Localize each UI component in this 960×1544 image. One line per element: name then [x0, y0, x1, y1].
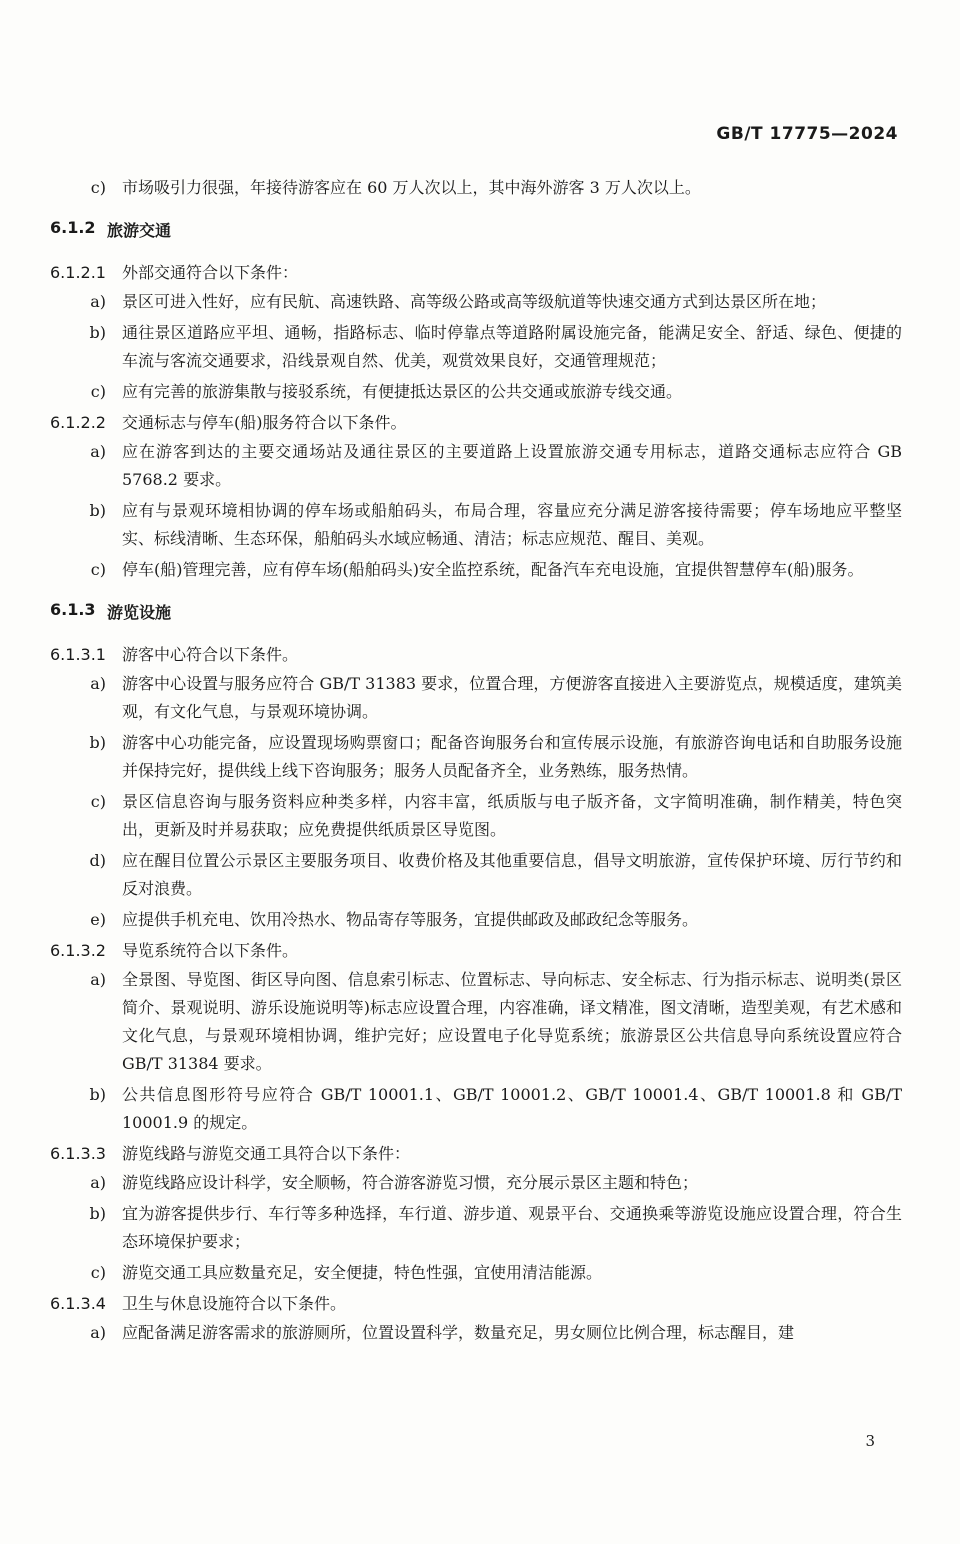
clause-number: 6.1.3.2 — [50, 941, 106, 960]
item-text: 游览线路应设计科学，安全顺畅，符合游客游览习惯，充分展示景区主题和特色； — [122, 1173, 699, 1192]
clause-text: 外部交通符合以下条件： — [122, 263, 299, 282]
item-marker: a) — [90, 442, 106, 461]
list-item — [50, 378, 902, 406]
clause-number: 6.1.3.1 — [50, 645, 106, 664]
item-text: 游客中心设置与服务应符合 GB/T 31383 要求，位置合理，方便游客直接进入主要游览点，规模适度，建筑美观，有文化气息，与景观环境协调。 — [122, 674, 902, 721]
item-text: 市场吸引力很强，年接待游客应在 60 万人次以上，其中海外游客 3 万人次以上。 — [122, 178, 701, 197]
item-text: 应提供手机充电、饮用冷热水、物品寄存等服务，宜提供邮政及邮政纪念等服务。 — [122, 910, 699, 929]
section-number: 6.1.2 — [50, 218, 96, 237]
list-item — [50, 1259, 902, 1287]
item-marker: c) — [90, 560, 106, 579]
list-item — [50, 1081, 902, 1137]
list-item — [50, 497, 902, 553]
item-text: 应配备满足游客需求的旅游厕所，位置设置科学，数量充足，男女厕位比例合理，标志醒目，建 — [122, 1323, 795, 1342]
clause-number: 6.1.2.2 — [50, 413, 106, 432]
item-marker: b) — [89, 1085, 106, 1104]
clause-text: 游览线路与游览交通工具符合以下条件： — [122, 1144, 411, 1163]
section-heading-6-1-2 — [50, 218, 902, 241]
clause-text: 卫生与休息设施符合以下条件。 — [122, 1294, 347, 1313]
item-text: 应有完善的旅游集散与接驳系统，有便捷抵达景区的公共交通或旅游专线交通。 — [122, 382, 683, 401]
list-item — [50, 966, 902, 1078]
list-item — [50, 788, 902, 844]
list-item — [50, 288, 902, 316]
section-number: 6.1.3 — [50, 600, 96, 619]
clause-6-1-2-2 — [50, 409, 902, 437]
item-text: 全景图、导览图、街区导向图、信息索引标志、位置标志、导向标志、安全标志、行为指示标志、说明类(景区简介、景观说明、游乐设施说明等)标志应设置合理，内容准确，译文精准，图文清晰，造型美观，有艺术感和文化气息，与景观环境相协调，维护完好；应设置电子化导览系统；旅游景区公共信息导向系统设置应符合 GB/T 31384 要求。 — [122, 970, 902, 1073]
list-item — [50, 438, 902, 494]
document-number: GB/T 17775—2024 — [716, 124, 898, 144]
item-marker: c) — [90, 178, 106, 197]
item-text: 应在醒目位置公示景区主要服务项目、收费价格及其他重要信息，倡导文明旅游，宣传保护环境、厉行节约和反对浪费。 — [122, 851, 902, 898]
list-item — [50, 1169, 902, 1197]
item-text: 景区信息咨询与服务资料应种类多样，内容丰富，纸质版与电子版齐备，文字简明准确，制作精美，特色突出，更新及时并易获取；应免费提供纸质景区导览图。 — [122, 792, 902, 839]
item-text: 通往景区道路应平坦、通畅，指路标志、临时停靠点等道路附属设施完备，能满足安全、舒适、绿色、便捷的车流与客流交通要求，沿线景观自然、优美，观赏效果良好，交通管理规范； — [122, 323, 902, 370]
item-text: 公共信息图形符号应符合 GB/T 10001.1、GB/T 10001.2、GB/T 10001.4、GB/T 10001.8 和 GB/T 10001.9 的规定。 — [122, 1085, 902, 1132]
item-marker: a) — [90, 674, 106, 693]
item-marker: b) — [89, 1204, 106, 1223]
item-text: 景区可进入性好，应有民航、高速铁路、高等级公路或高等级航道等快速交通方式到达景区所在地； — [122, 292, 827, 311]
item-text: 宜为游客提供步行、车行等多种选择，车行道、游步道、观景平台、交通换乘等游览设施应设置合理，符合生态环境保护要求； — [122, 1204, 902, 1251]
clause-text: 导览系统符合以下条件。 — [122, 941, 299, 960]
clause-6-1-3-4 — [50, 1290, 902, 1318]
item-marker: e) — [90, 910, 106, 929]
list-item — [50, 556, 902, 584]
clause-6-1-3-2 — [50, 937, 902, 965]
clause-text: 交通标志与停车(船)服务符合以下条件。 — [122, 413, 407, 432]
list-item — [50, 906, 902, 934]
item-marker: c) — [90, 1263, 106, 1282]
section-title: 游览设施 — [107, 603, 172, 622]
item-text: 应有与景观环境相协调的停车场或船舶码头，布局合理，容量应充分满足游客接待需要；停车场地应平整坚实、标线清晰、生态环保，船舶码头水域应畅通、清洁；标志应规范、醒目、美观。 — [122, 501, 902, 548]
section-title: 旅游交通 — [107, 221, 172, 240]
item-marker: d) — [89, 851, 106, 870]
item-marker: a) — [90, 970, 106, 989]
clause-text: 游客中心符合以下条件。 — [122, 645, 299, 664]
page-number: 3 — [865, 1432, 875, 1450]
list-item — [50, 847, 902, 903]
item-marker: a) — [90, 1323, 106, 1342]
item-marker: b) — [89, 323, 106, 342]
item-marker: b) — [89, 733, 106, 752]
list-item — [50, 670, 902, 726]
item-marker: a) — [90, 292, 106, 311]
list-item — [50, 319, 902, 375]
list-item — [50, 1200, 902, 1256]
list-item — [50, 729, 902, 785]
item-marker: c) — [90, 382, 106, 401]
clause-number: 6.1.2.1 — [50, 263, 106, 282]
item-text: 应在游客到达的主要交通场站及通往景区的主要道路上设置旅游交通专用标志，道路交通标志应符合 GB 5768.2 要求。 — [122, 442, 902, 489]
section-heading-6-1-3 — [50, 600, 902, 623]
clause-number: 6.1.3.3 — [50, 1144, 106, 1163]
item-text: 游客中心功能完备，应设置现场购票窗口；配备咨询服务台和宣传展示设施，有旅游咨询电话和自助服务设施并保持完好，提供线上线下咨询服务；服务人员配备齐全，业务熟练，服务热情。 — [122, 733, 902, 780]
item-text: 游览交通工具应数量充足，安全便捷，特色性强，宜使用清洁能源。 — [122, 1263, 603, 1282]
clause-6-1-3-3 — [50, 1140, 902, 1168]
clause-6-1-3-1 — [50, 641, 902, 669]
list-item — [50, 174, 902, 202]
clause-6-1-2-1 — [50, 259, 902, 287]
item-marker: a) — [90, 1173, 106, 1192]
item-text: 停车(船)管理完善，应有停车场(船舶码头)安全监控系统，配备汽车充电设施，宜提供智慧停车(船)服务。 — [122, 560, 864, 579]
list-item — [50, 1319, 902, 1347]
clause-number: 6.1.3.4 — [50, 1294, 106, 1313]
item-marker: b) — [89, 501, 106, 520]
document-body — [50, 173, 902, 1350]
item-marker: c) — [90, 792, 106, 811]
